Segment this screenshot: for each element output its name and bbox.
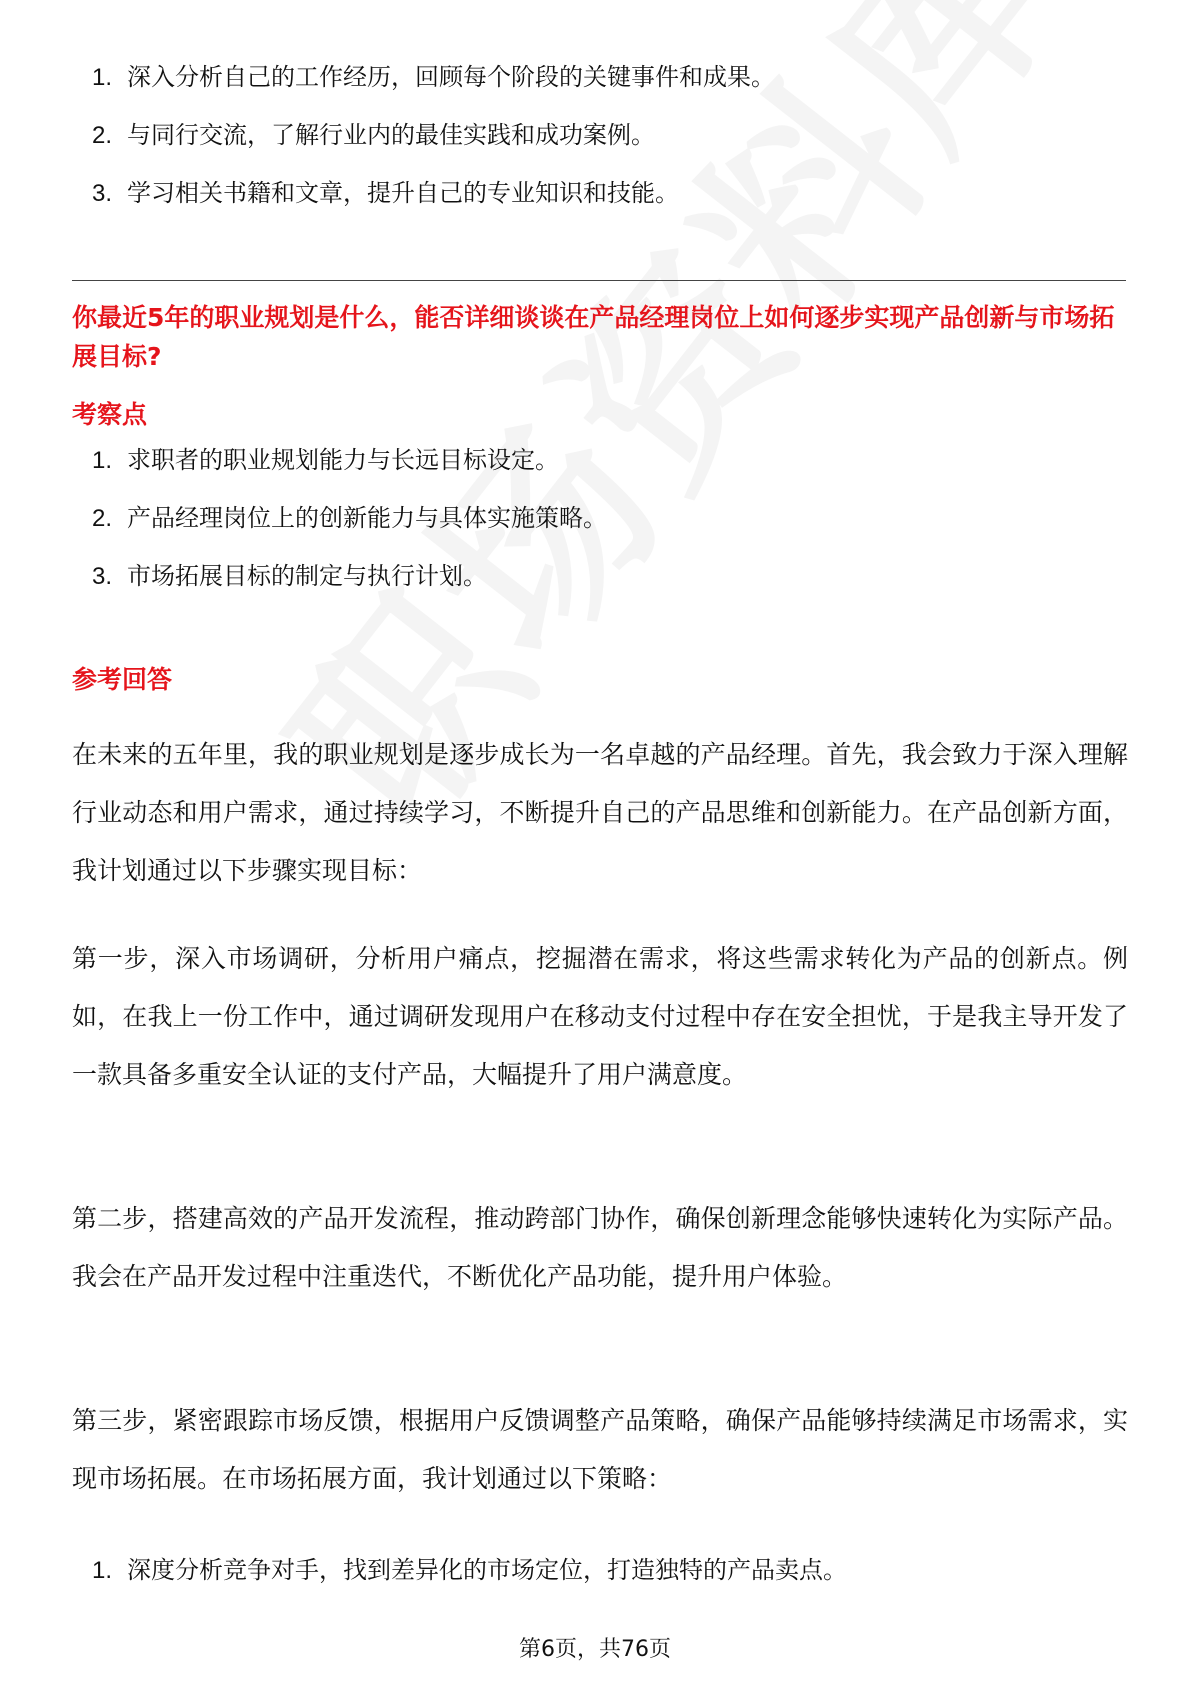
list-item — [72, 431, 1122, 489]
answer-paragraph: 第一步，深入市场调研，分析用户痛点，挖掘潜在需求，将这些需求转化为产品的创新点。例如，在我上一份工作中，通过调研发现用户在移动支付过程中存在安全担忧，于是我主导开发了一款具备多重安全认证的支付产品，大幅提升了用户满意度。 — [72, 944, 1128, 1089]
list-number: 1. — [91, 1557, 112, 1584]
list-number: 2. — [91, 122, 112, 149]
strategy-list — [72, 1541, 1122, 1599]
list-item — [72, 1541, 1122, 1599]
list-item — [72, 106, 1122, 164]
answer-paragraph: 第三步，紧密跟踪市场反馈，根据用户反馈调整产品策略，确保产品能够持续满足市场需求，实现市场拓展。在市场拓展方面，我计划通过以下策略： — [72, 1406, 1128, 1493]
exam-points-heading: 考察点 — [72, 400, 148, 429]
divider — [72, 280, 1126, 281]
question-heading: 你最近5年的职业规划是什么，能否详细谈谈在产品经理岗位上如何逐步实现产品创新与市场拓展目标? — [72, 303, 1115, 371]
list-item — [72, 164, 1122, 222]
list-text: 与同行交流，了解行业内的最佳实践和成功案例。 — [127, 121, 655, 149]
list-text: 求职者的职业规划能力与长远目标设定。 — [127, 446, 559, 474]
list-text: 学习相关书籍和文章，提升自己的专业知识和技能。 — [127, 179, 679, 207]
top-list — [72, 48, 1122, 222]
answer-paragraph: 在未来的五年里，我的职业规划是逐步成长为一名卓越的产品经理。首先，我会致力于深入理解行业动态和用户需求，通过持续学习，不断提升自己的产品思维和创新能力。在产品创新方面，我计划通过以下步骤实现目标： — [72, 740, 1128, 885]
list-number: 3. — [91, 180, 112, 207]
exam-points-list — [72, 431, 1122, 605]
list-item — [72, 547, 1122, 605]
list-item — [72, 489, 1122, 547]
answer-heading: 参考回答 — [72, 665, 173, 694]
list-number: 1. — [91, 64, 112, 91]
list-number: 1. — [91, 447, 112, 474]
list-text: 市场拓展目标的制定与执行计划。 — [127, 562, 487, 590]
list-text: 深度分析竞争对手，找到差异化的市场定位，打造独特的产品卖点。 — [127, 1556, 847, 1584]
list-number: 3. — [91, 563, 112, 590]
list-text: 深入分析自己的工作经历，回顾每个阶段的关键事件和成果。 — [127, 63, 775, 91]
list-text: 产品经理岗位上的创新能力与具体实施策略。 — [127, 504, 607, 532]
list-item — [72, 48, 1122, 106]
list-number: 2. — [91, 505, 112, 532]
page-footer: 第6页，共76页 — [519, 1637, 671, 1662]
answer-paragraph: 第二步，搭建高效的产品开发流程，推动跨部门协作，确保创新理念能够快速转化为实际产品。我会在产品开发过程中注重迭代，不断优化产品功能，提升用户体验。 — [72, 1204, 1128, 1291]
